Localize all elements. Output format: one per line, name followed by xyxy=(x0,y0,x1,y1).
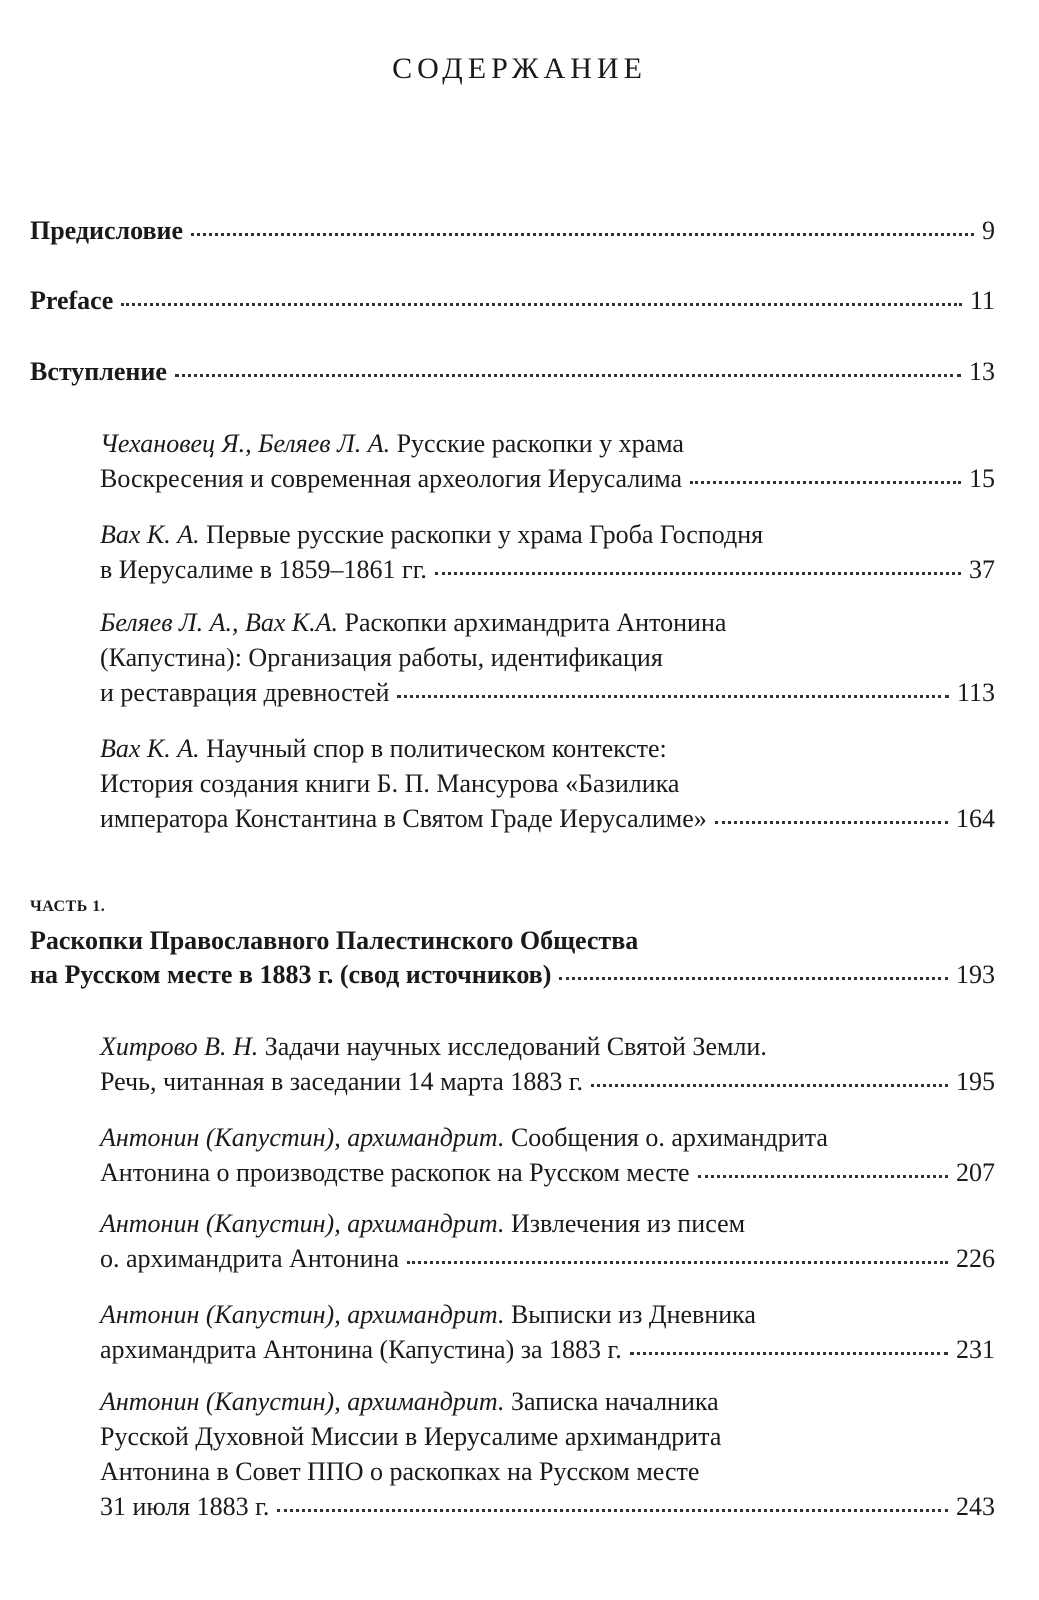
dot-leader xyxy=(121,303,962,306)
article-title-part: и реставрация древностей xyxy=(100,678,390,707)
dot-leader xyxy=(407,1261,948,1264)
entry-page-number: 243 xyxy=(956,1492,995,1521)
entry-page-number: 113 xyxy=(956,678,995,707)
entry-page-number: 207 xyxy=(956,1158,995,1187)
dot-leader xyxy=(559,977,948,980)
part-title-part: на Русском месте в 1883 г. (свод источников) xyxy=(30,960,552,989)
source-author: Антонин (Капустин), архимандрит. xyxy=(100,1209,505,1238)
page-title: СОДЕРЖАНИЕ xyxy=(392,52,647,85)
toc-source-1-line-1[interactable] xyxy=(100,1034,767,1060)
source-title-part: Извлечения из писем xyxy=(504,1209,746,1238)
toc-article-4-line-1[interactable] xyxy=(100,736,667,762)
entry-page-number: 37 xyxy=(969,555,995,584)
toc-source-3-line-2[interactable] xyxy=(100,1246,995,1272)
dot-leader xyxy=(175,374,961,377)
source-author: Антонин (Капустин), архимандрит. xyxy=(100,1123,505,1152)
toc-source-5-line-4[interactable] xyxy=(100,1494,995,1520)
dot-leader xyxy=(277,1509,948,1512)
article-title-part: Русские раскопки у храма xyxy=(390,429,684,458)
source-title-part: Антонина в Совет ППО о раскопках на Русском месте xyxy=(100,1457,700,1486)
source-title-part: Записка началника xyxy=(504,1387,719,1416)
toc-article-1-line-1[interactable] xyxy=(100,431,684,457)
toc-entry-intro[interactable] xyxy=(30,359,995,385)
part-label: ЧАСТЬ 1. xyxy=(30,898,106,915)
entry-page-number: 195 xyxy=(956,1067,995,1096)
entry-page-number: 13 xyxy=(969,357,995,386)
article-title-part: Раскопки архимандрита Антонина xyxy=(338,608,727,637)
toc-source-5-line-1[interactable] xyxy=(100,1389,719,1415)
source-title-part: о. архимандрита Антонина xyxy=(100,1244,400,1273)
entry-label: Предисловие xyxy=(30,216,184,245)
source-title-part: Выписки из Дневника xyxy=(504,1300,756,1329)
dot-leader xyxy=(435,572,961,575)
entry-page-number: 231 xyxy=(956,1335,995,1364)
dot-leader xyxy=(630,1352,948,1355)
source-title-part: 31 июля 1883 г. xyxy=(100,1492,270,1521)
entry-page-number: 15 xyxy=(969,464,995,493)
source-author: Антонин (Капустин), архимандрит. xyxy=(100,1300,505,1329)
toc-source-5-line-3 xyxy=(100,1459,699,1485)
part-title-line-1[interactable]: Раскопки Православного Палестинского Общества xyxy=(30,926,639,955)
source-title-part: Речь, читанная в заседании 14 марта 1883 г. xyxy=(100,1067,584,1096)
entry-page-number: 193 xyxy=(956,960,995,989)
toc-entry-preface-ru[interactable] xyxy=(30,218,995,244)
toc-article-4-line-3[interactable] xyxy=(100,806,995,832)
article-title-part: (Капустина): Организация работы, идентификация xyxy=(100,643,663,672)
article-title-part: История создания книги Б. П. Мансурова «Базилика xyxy=(100,769,680,798)
article-title-part: в Иерусалиме в 1859–1861 гг. xyxy=(100,555,427,584)
entry-page-number: 11 xyxy=(969,286,995,315)
entry-page-number: 9 xyxy=(982,216,995,245)
dot-leader xyxy=(690,481,961,484)
source-title-part: Задачи научных исследований Святой Земли. xyxy=(258,1032,767,1061)
article-title-part: Научный спор в политическом контексте: xyxy=(199,734,667,763)
toc-article-2-line-2[interactable] xyxy=(100,557,995,583)
toc-article-2-line-1[interactable] xyxy=(100,522,763,548)
source-title-part: Русской Духовной Миссии в Иерусалиме архимандрита xyxy=(100,1422,722,1451)
article-author: Чехановец Я., Беляев Л. А. xyxy=(100,429,391,458)
article-title-part: Воскресения и современная археология Иерусалима xyxy=(100,464,683,493)
part-title-line-2[interactable] xyxy=(30,962,995,988)
source-title-part: Антонина о производстве раскопок на Русском месте xyxy=(100,1158,690,1187)
toc-source-2-line-1[interactable] xyxy=(100,1125,828,1151)
dot-leader xyxy=(591,1084,948,1087)
entry-page-number: 164 xyxy=(956,804,995,833)
entry-label: Preface xyxy=(30,286,114,315)
entry-label: Вступление xyxy=(30,357,167,386)
dot-leader xyxy=(397,695,949,698)
toc-article-1-line-2[interactable] xyxy=(100,466,995,492)
source-author: Антонин (Капустин), архимандрит. xyxy=(100,1387,505,1416)
dot-leader xyxy=(715,821,948,824)
source-author: Хитрово В. Н. xyxy=(100,1032,259,1061)
toc-source-3-line-1[interactable] xyxy=(100,1211,745,1237)
toc-source-1-line-2[interactable] xyxy=(100,1069,995,1095)
toc-article-4-line-2 xyxy=(100,771,679,797)
article-author: Вах К. А. xyxy=(100,520,200,549)
toc-source-2-line-2[interactable] xyxy=(100,1160,995,1186)
toc-source-4-line-2[interactable] xyxy=(100,1337,995,1363)
source-title-part: Сообщения о. архимандрита xyxy=(504,1123,828,1152)
entry-page-number: 226 xyxy=(956,1244,995,1273)
toc-entry-preface-en[interactable] xyxy=(30,288,995,314)
toc-source-5-line-2 xyxy=(100,1424,721,1450)
toc-article-3-line-2 xyxy=(100,645,663,671)
dot-leader xyxy=(191,233,974,236)
toc-article-3-line-3[interactable] xyxy=(100,680,995,706)
article-title-part: императора Константина в Святом Граде Иерусалиме» xyxy=(100,804,707,833)
toc-source-4-line-1[interactable] xyxy=(100,1302,756,1328)
article-author: Беляев Л. А., Вах К.А. xyxy=(100,608,339,637)
toc-article-3-line-1[interactable] xyxy=(100,610,726,636)
source-title-part: архимандрита Антонина (Капустина) за 1883 г. xyxy=(100,1335,622,1364)
dot-leader xyxy=(698,1175,948,1178)
article-author: Вах К. А. xyxy=(100,734,200,763)
article-title-part: Первые русские раскопки у храма Гроба Господня xyxy=(199,520,764,549)
